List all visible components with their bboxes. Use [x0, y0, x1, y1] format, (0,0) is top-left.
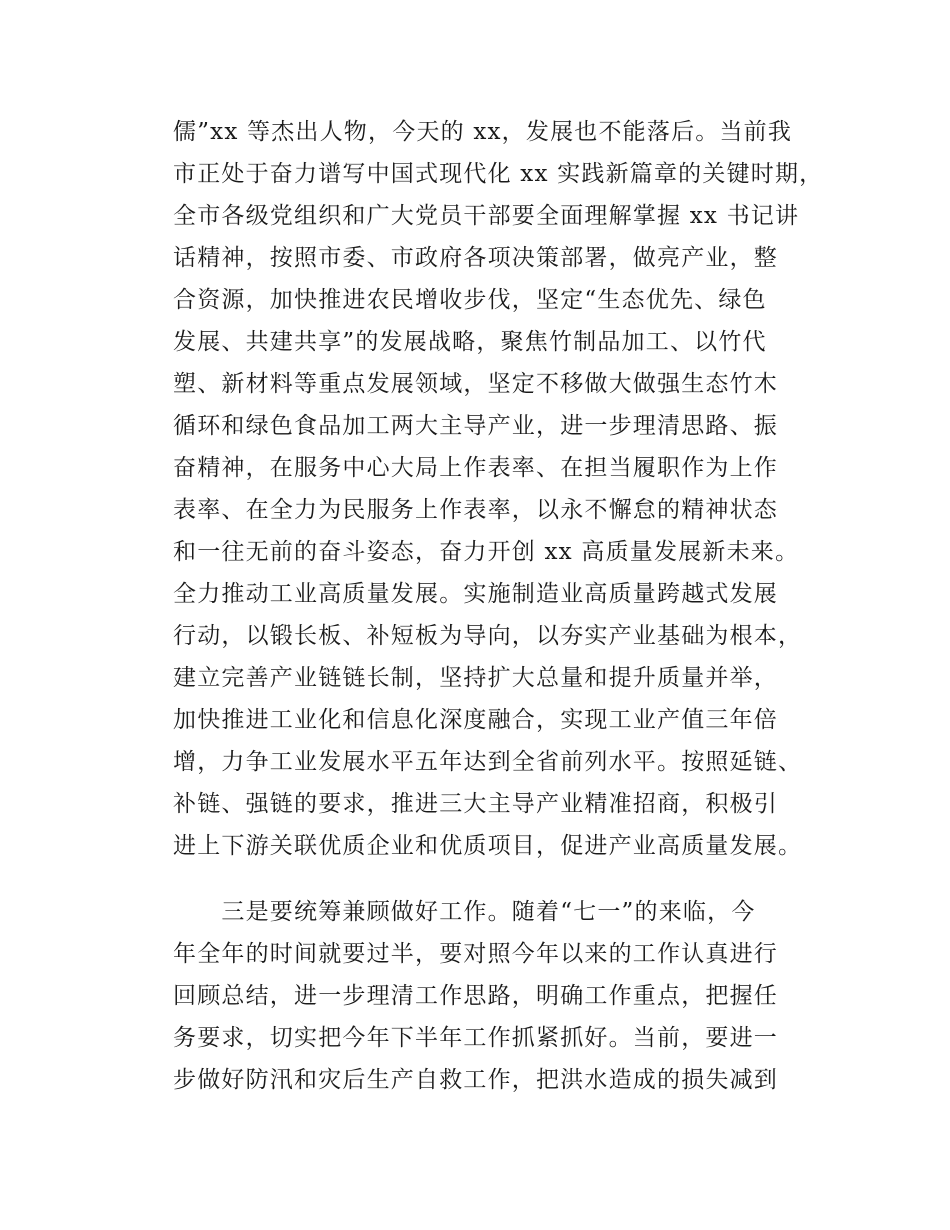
text-line: 奋精神，在服务中心大局上作表率、在担当履职作为上作	[173, 455, 778, 481]
text-line: 全力推动工业高质量发展。实施制造业高质量跨越式发展	[173, 581, 778, 607]
text-line: 全市各级党组织和广大党员干部要全面理解掌握 xx 书记讲	[173, 203, 800, 229]
text-line: 进上下游关联优质企业和优质项目，促进产业高质量发展。	[173, 833, 803, 859]
paragraph-1	[173, 111, 824, 867]
text-line: 增，力争工业发展水平五年达到全省前列水平。按照延链、	[173, 749, 803, 775]
text-line: 建立完善产业链链长制，坚持扩大总量和提升质量并举，	[173, 665, 778, 691]
text-line: 务要求，切实把今年下半年工作抓紧抓好。当前，要进一	[173, 1025, 778, 1051]
text-line: 儒”xx 等杰出人物，今天的 xx，发展也不能落后。当前我	[173, 119, 793, 145]
text-line: 补链、强链的要求，推进三大主导产业精准招商，积极引	[173, 791, 778, 817]
text-line: 循环和绿色食品加工两大主导产业，进一步理清思路、振	[173, 413, 778, 439]
text-line: 三是要统筹兼顾做好工作。随着“七一”的来临，今	[173, 899, 756, 925]
text-line: 合资源，加快推进农民增收步伐，坚定“生态优先、绿色	[173, 287, 767, 313]
text-line: 表率、在全力为民服务上作表率，以永不懈怠的精神状态	[173, 497, 778, 523]
text-line: 步做好防汛和灾后生产自救工作，把洪水造成的损失减到	[173, 1067, 778, 1093]
paragraph-2	[173, 891, 813, 1101]
text-line: 市正处于奋力谱写中国式现代化 xx 实践新篇章的关键时期，	[173, 161, 824, 187]
text-line: 塑、新材料等重点发展领域，坚定不移做大做强生态竹木	[173, 371, 778, 397]
text-line: 行动，以锻长板、补短板为导向，以夯实产业基础为根本，	[173, 623, 803, 649]
text-line: 和一往无前的奋斗姿态，奋力开创 xx 高质量发展新未来。	[173, 539, 800, 565]
text-line: 回顾总结，进一步理清工作思路，明确工作重点，把握任	[173, 983, 778, 1009]
text-line: 发展、共建共享”的发展战略，聚焦竹制品加工、以竹代	[173, 329, 767, 355]
text-line: 年全年的时间就要过半，要对照今年以来的工作认真进行	[173, 941, 778, 967]
text-line: 加快推进工业化和信息化深度融合，实现工业产值三年倍	[173, 707, 778, 733]
text-line: 话精神，按照市委、市政府各项决策部署，做亮产业，整	[173, 245, 778, 271]
